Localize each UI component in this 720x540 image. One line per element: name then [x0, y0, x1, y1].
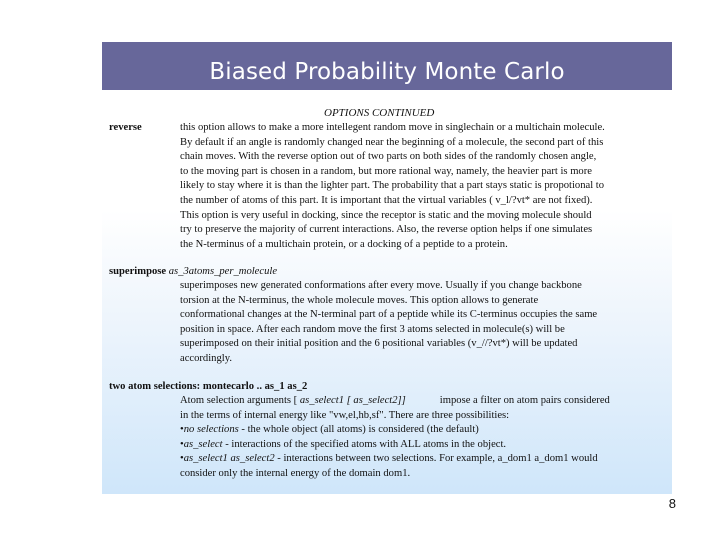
- options-subheading: OPTIONS CONTINUED: [324, 107, 435, 119]
- bullet-text: - interactions between two selections. For example, a_dom1 a_dom1 would: [274, 453, 598, 465]
- args-suffix: impose a filter on atom pairs considered: [439, 395, 610, 406]
- reverse-description: [180, 121, 670, 252]
- superimpose-line: superimposed on their initial position and the 6 positional variables (v_//?vt*) will be updated: [180, 338, 578, 350]
- two-atom-line: in the terms of internal energy like "vw,el,hb,sf". There are three possibilities:: [180, 409, 510, 421]
- bullet-text: - interactions of the specified atoms with ALL atoms in the object.: [222, 438, 507, 450]
- two-atom-description: [180, 394, 670, 482]
- slide-title: Biased Probability Monte Carlo: [209, 59, 565, 85]
- superimpose-line: superimposes new generated conformations after every move. Usually if you change backbone: [180, 280, 582, 291]
- two-atom-line: [180, 394, 670, 409]
- reverse-line: chain moves. With the reverse option out of two parts on both sides of the randomly chosen angle,: [180, 151, 597, 163]
- bullet-term: no selections: [183, 424, 239, 436]
- bullet-term: as_select1 as_select2: [183, 453, 275, 465]
- slide-content: [102, 100, 672, 494]
- two-atom-heading: [109, 380, 669, 395]
- args-names: as_select1 [ as_select2]]: [299, 395, 406, 406]
- title-bar: [102, 42, 672, 90]
- reverse-term: reverse: [109, 122, 142, 133]
- bullet-term: as_select: [183, 438, 223, 450]
- args-prefix: Atom selection arguments [: [180, 395, 298, 406]
- superimpose-line: torsion at the N-terminus, the whole molecule moves. This option allows to generate: [180, 294, 539, 306]
- bullet-item: •as_select - interactions of the specified atoms with ALL atoms in the object.: [180, 438, 507, 450]
- two-atom-line: consider only the internal energy of the domain dom1.: [180, 467, 411, 479]
- superimpose-line: accordingly.: [180, 352, 232, 364]
- bullet-item: •no selections - the whole object (all atoms) is considered (the default): [180, 424, 479, 436]
- reverse-line: likely to stay where it is than the lighter part. The probability that a part stays static is propotional to: [180, 180, 605, 192]
- reverse-line: the N-terminus of a multichain protein, or a docking of a peptide to a protein.: [180, 238, 508, 250]
- bullet-item: •as_select1 as_select2 - interactions between two selections. For example, a_dom1 a_dom1 would: [180, 453, 598, 465]
- superimpose-line: position in space. After each random move the first 3 atoms selected in molecule(s) will be: [180, 323, 565, 335]
- two-atom-heading-text: two atom selections: montecarlo .. as_1 as_2: [109, 381, 308, 392]
- reverse-line: this option allows to make a more intellegent random move in singlechain or a multichain molecule.: [180, 122, 605, 133]
- superimpose-term: superimpose: [109, 266, 167, 277]
- superimpose-heading: [109, 265, 669, 280]
- reverse-line: This option is very useful in docking, since the receptor is static and the moving molecule should: [180, 209, 592, 221]
- reverse-line: the number of atoms of this part. It is important that the virtual variables ( v_l/?vt* are not fixed).: [180, 194, 593, 206]
- bullet-text: - the whole object (all atoms) is considered (the default): [238, 424, 479, 436]
- superimpose-description: [180, 279, 670, 367]
- superimpose-argument: as_3atoms_per_molecule: [168, 266, 278, 277]
- reverse-line: By default if an angle is randomly changed near the beginning of a molecule, the second part of this: [180, 136, 604, 148]
- page-number: 8: [668, 496, 676, 511]
- reverse-line: try to preserve the majority of current interactions. Also, the reverse option helps if one simulates: [180, 224, 593, 236]
- superimpose-line: conformational changes at the N-terminal part of a peptide while its C-terminus occupies the same: [180, 309, 598, 321]
- reverse-line: to the moving part is chosen in a random, but more rational way, namely, the heavier part is more: [180, 165, 592, 177]
